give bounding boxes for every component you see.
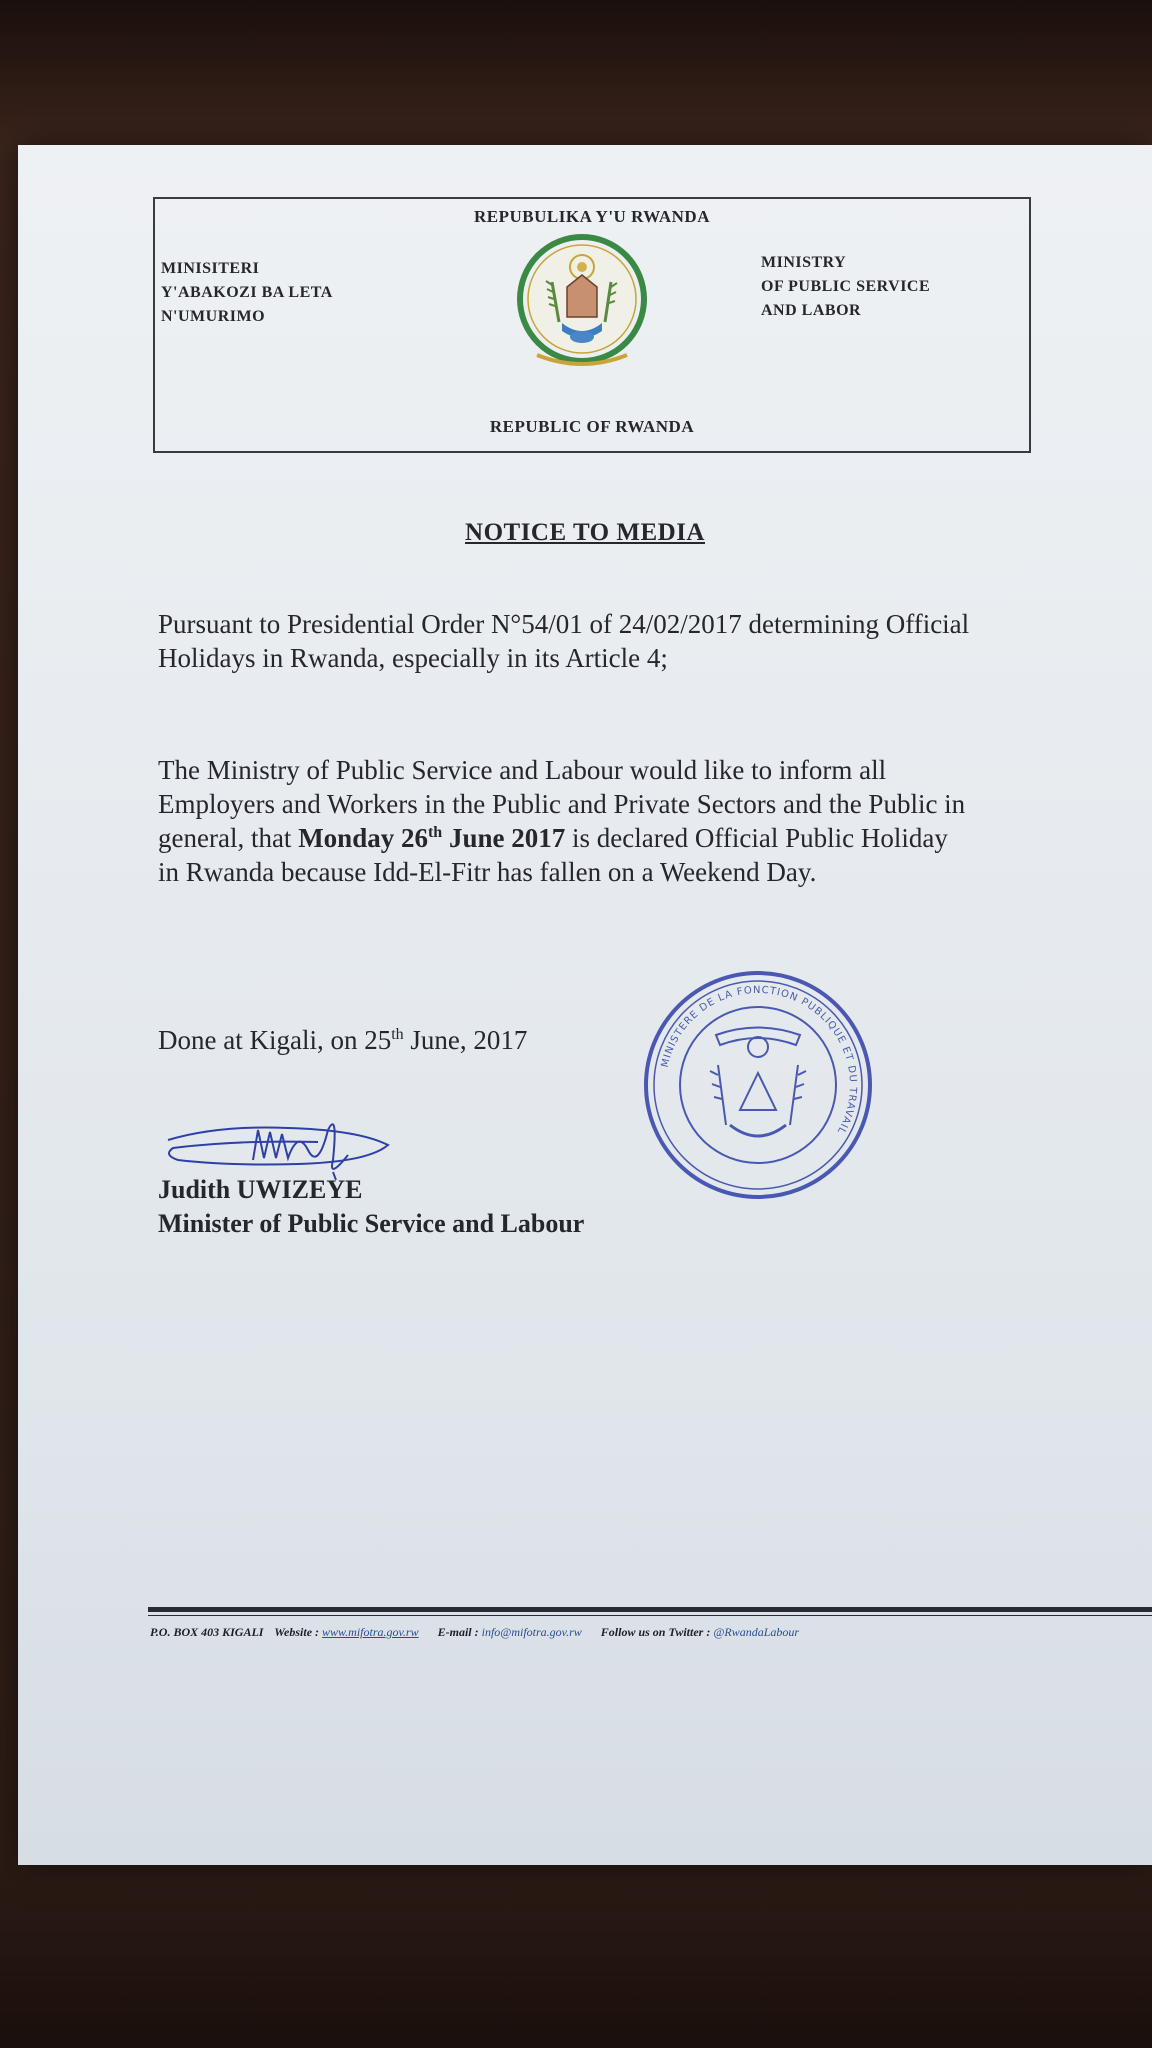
paragraph-pursuant [158,607,1078,675]
letterhead-left-line: MINISITERI [161,260,260,277]
footer-divider [148,1607,1152,1612]
letterhead-left-block [161,257,333,329]
letterhead-bottom-title: REPUBLIC OF RWANDA [489,417,695,436]
paragraph-line: Holidays in Rwanda, especially in its Article 4; [158,643,668,673]
letterhead-right-line: OF PUBLIC SERVICE [761,278,931,295]
ordinal-suffix: th [427,824,443,841]
official-stamp-seal [638,965,878,1205]
letterhead-left-line: Y'ABAKOZI BA LETA [161,284,333,301]
document-page [18,145,1152,1865]
place-and-date [158,1025,527,1056]
footer-email-link[interactable]: info@mifotra.gov.rw [481,1625,582,1639]
footer-po-box: P.O. BOX 403 KIGALI [150,1625,264,1639]
letterhead-right-line: AND LABOR [761,302,862,319]
signer-title: Minister of Public Service and Labour [158,1209,585,1238]
holiday-year-bold: June 2017 [442,823,566,853]
ordinal-suffix: th [391,1026,404,1043]
footer-email-label: E-mail : [437,1625,479,1639]
date-text: June, 2017 [403,1025,528,1055]
stamp-ring-text: MINISTERE DE LA FONCTION PUBLIQUE ET DU TRAVAIL [659,984,859,1137]
footer-twitter-label: Follow us on Twitter : [600,1625,711,1639]
letterhead-left-line: N'UMURIMO [161,308,266,325]
paragraph-text: general, that [158,823,299,853]
paragraph-line: Pursuant to Presidential Order N°54/01 of 24/02/2017 determining Official [158,609,970,639]
paragraph-line: The Ministry of Public Service and Labour would like to inform all [158,755,887,785]
footer-twitter-handle[interactable]: @RwandaLabour [713,1625,800,1639]
footer-website-link[interactable]: www.mifotra.gov.rw [322,1625,419,1639]
paragraph-line [158,821,1078,855]
letterhead-right-block [761,251,930,323]
letterhead-top-title: REPUBULIKA Y'U RWANDA [474,207,710,226]
paragraph-text: is declared Official Public Holiday [565,823,948,853]
paragraph-announcement [158,753,1078,889]
letterhead-right-line: MINISTRY [761,254,847,271]
footer-website-label: Website : [274,1625,320,1639]
date-text: Done at Kigali, on 25 [158,1025,392,1055]
notice-title: NOTICE TO MEDIA [465,519,705,546]
rwanda-coat-of-arms-emblem [507,227,657,377]
letterhead [153,197,1031,453]
footer-divider-thin [148,1615,1152,1616]
holiday-date-bold: Monday 26 [298,823,428,853]
paragraph-line: Employers and Workers in the Public and Private Sectors and the Public in [158,789,966,819]
footer-contact-line [150,1625,799,1640]
paragraph-line: in Rwanda because Idd-El-Fitr has fallen on a Weekend Day. [158,857,817,887]
signer-name: Judith UWIZEYE [158,1175,363,1204]
